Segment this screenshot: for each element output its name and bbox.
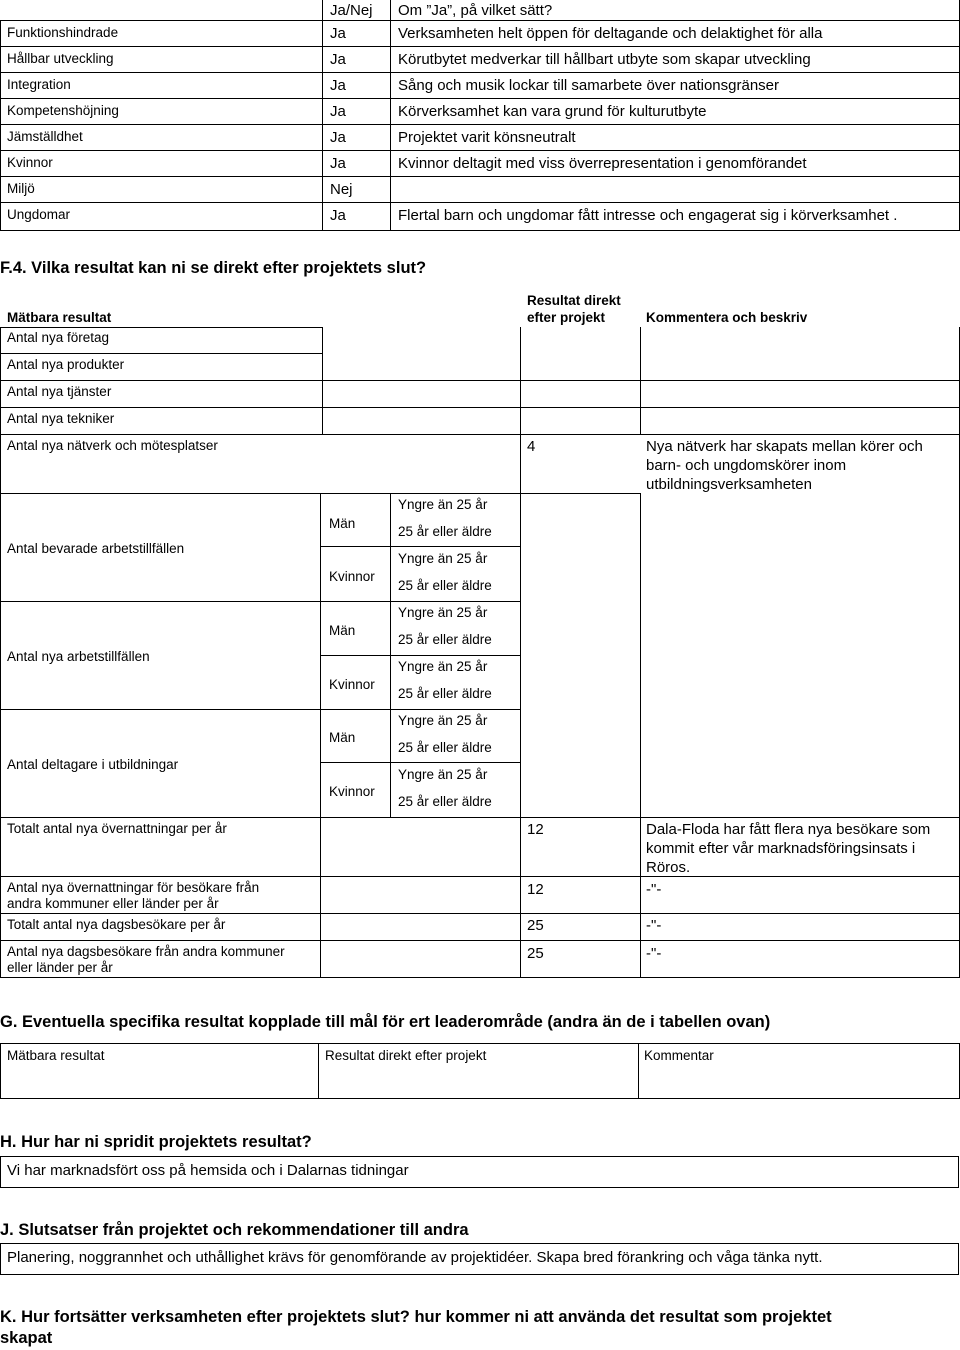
gender-label: Män: [329, 516, 356, 531]
row-label: Miljö: [7, 181, 35, 196]
row-value: Ja: [330, 155, 346, 172]
column-header-comment: Kommentera och beskriv: [646, 310, 808, 325]
result-value: 12: [527, 881, 544, 898]
result-label: Antal nya produkter: [7, 357, 125, 372]
row-comment: Flertal barn och ungdomar fått intresse och engagerat sig i körverksamhet .: [398, 207, 898, 224]
row-comment: Sång och musik lockar till samarbete över nationsgränser: [398, 77, 780, 94]
result-label: Antal nya tekniker: [7, 411, 115, 426]
row-value: Ja: [330, 25, 346, 42]
section-g-heading: G. Eventuella specifika resultat kopplade till mål för ert leaderområde (andra än de i tabellen ovan): [0, 1013, 771, 1031]
result-comment: -"-: [646, 917, 662, 934]
row-comment: Verksamheten helt öppen för deltagande och delaktighet för alla: [398, 25, 823, 42]
column-header-result-line2: efter projekt: [527, 310, 606, 325]
age-label: Yngre än 25 år: [398, 497, 488, 512]
result-value: 25: [527, 945, 544, 962]
group-label: Antal bevarade arbetstillfällen: [7, 541, 185, 556]
row-comment: Projektet varit könsneutralt: [398, 129, 576, 146]
result-comment: kommit efter vår marknadsföringsinsats i: [646, 840, 916, 857]
age-label: 25 år eller äldre: [398, 686, 492, 701]
column-header-measurable: Mätbara resultat: [7, 1048, 105, 1063]
row-label: Kvinnor: [7, 155, 53, 170]
row-label: Funktionshindrade: [7, 25, 119, 40]
result-comment: Röros.: [646, 859, 691, 876]
result-comment: Dala-Floda har fått flera nya besökare som: [646, 821, 931, 838]
section-j-heading: J. Slutsatser från projektet och rekommendationer till andra: [0, 1221, 469, 1239]
group-label: Antal deltagare i utbildningar: [7, 757, 179, 772]
column-header-measurable: Mätbara resultat: [7, 310, 112, 325]
row-value: Ja: [330, 103, 346, 120]
result-comment: Nya nätverk har skapats mellan körer och: [646, 438, 923, 455]
row-comment: Körutbytet medverkar till hållbart utbyte som skapar utveckling: [398, 51, 811, 68]
column-header-result-line1: Resultat direkt: [527, 293, 621, 308]
row-label: Kompetenshöjning: [7, 103, 119, 118]
gender-label: Kvinnor: [329, 569, 375, 584]
result-label: andra kommuner eller länder per år: [7, 896, 219, 911]
result-label: eller länder per år: [7, 960, 113, 975]
gender-label: Män: [329, 730, 356, 745]
result-value: 12: [527, 821, 544, 838]
section-k-heading-line2: skapat: [0, 1329, 53, 1347]
age-label: 25 år eller äldre: [398, 632, 492, 647]
result-label: Totalt antal nya övernattningar per år: [7, 821, 227, 836]
result-label: Antal nya tjänster: [7, 384, 112, 399]
section-h-heading: H. Hur har ni spridit projektets resultat?: [0, 1133, 312, 1151]
age-label: Yngre än 25 år: [398, 713, 488, 728]
result-comment: -"-: [646, 945, 662, 962]
conclusions-answer: Planering, noggrannhet och uthållighet krävs för genomförande av projektidéer. Skapa bred förankring och våga tänka nytt.: [7, 1249, 823, 1266]
row-label: Hållbar utveckling: [7, 51, 114, 66]
row-label: Jämställdhet: [7, 129, 83, 144]
gender-label: Kvinnor: [329, 677, 375, 692]
age-label: Yngre än 25 år: [398, 767, 488, 782]
result-label: Antal nya företag: [7, 330, 110, 345]
age-label: Yngre än 25 år: [398, 659, 488, 674]
result-label: Totalt antal nya dagsbesökare per år: [7, 917, 226, 932]
column-header-ja-nej: Ja/Nej: [330, 2, 373, 19]
age-label: Yngre än 25 år: [398, 605, 488, 620]
section-f4-heading: F.4. Vilka resultat kan ni se direkt efter projektets slut?: [0, 259, 427, 277]
age-label: 25 år eller äldre: [398, 524, 492, 539]
section-k-heading-line1: K. Hur fortsätter verksamheten efter projektets slut? hur kommer ni att använda det resultat som projektet: [0, 1308, 832, 1326]
result-value: 25: [527, 917, 544, 934]
row-value: Ja: [330, 207, 346, 224]
column-header-comment: Kommentar: [644, 1048, 714, 1063]
row-label: Integration: [7, 77, 71, 92]
result-comment: -"-: [646, 881, 662, 898]
age-label: Yngre än 25 år: [398, 551, 488, 566]
age-label: 25 år eller äldre: [398, 740, 492, 755]
gender-label: Kvinnor: [329, 784, 375, 799]
result-label: Antal nya övernattningar för besökare från: [7, 880, 260, 895]
column-header-comment: Om ”Ja”, på vilket sätt?: [398, 2, 553, 19]
dissemination-answer: Vi har marknadsfört oss på hemsida och i Dalarnas tidningar: [7, 1162, 409, 1179]
row-comment: Körverksamhet kan vara grund för kulturutbyte: [398, 103, 707, 120]
result-value: 4: [527, 438, 536, 455]
result-label: Antal nya dagsbesökare från andra kommuner: [7, 944, 285, 959]
age-label: 25 år eller äldre: [398, 578, 492, 593]
row-comment: Kvinnor deltagit med viss överrepresentation i genomförandet: [398, 155, 807, 172]
age-label: 25 år eller äldre: [398, 794, 492, 809]
row-value: Ja: [330, 51, 346, 68]
dissemination-answer-box: [0, 1156, 959, 1188]
conclusions-answer-box: [0, 1243, 959, 1275]
column-header-result: Resultat direkt efter projekt: [325, 1048, 487, 1063]
result-comment: barn- och ungdomskörer inom: [646, 457, 847, 474]
row-value: Nej: [330, 181, 353, 198]
result-label: Antal nya nätverk och mötesplatser: [7, 438, 218, 453]
gender-label: Män: [329, 623, 356, 638]
group-label: Antal nya arbetstillfällen: [7, 649, 150, 664]
result-comment: utbildningsverksamheten: [646, 476, 812, 493]
row-label: Ungdomar: [7, 207, 71, 222]
row-value: Ja: [330, 129, 346, 146]
row-value: Ja: [330, 77, 346, 94]
